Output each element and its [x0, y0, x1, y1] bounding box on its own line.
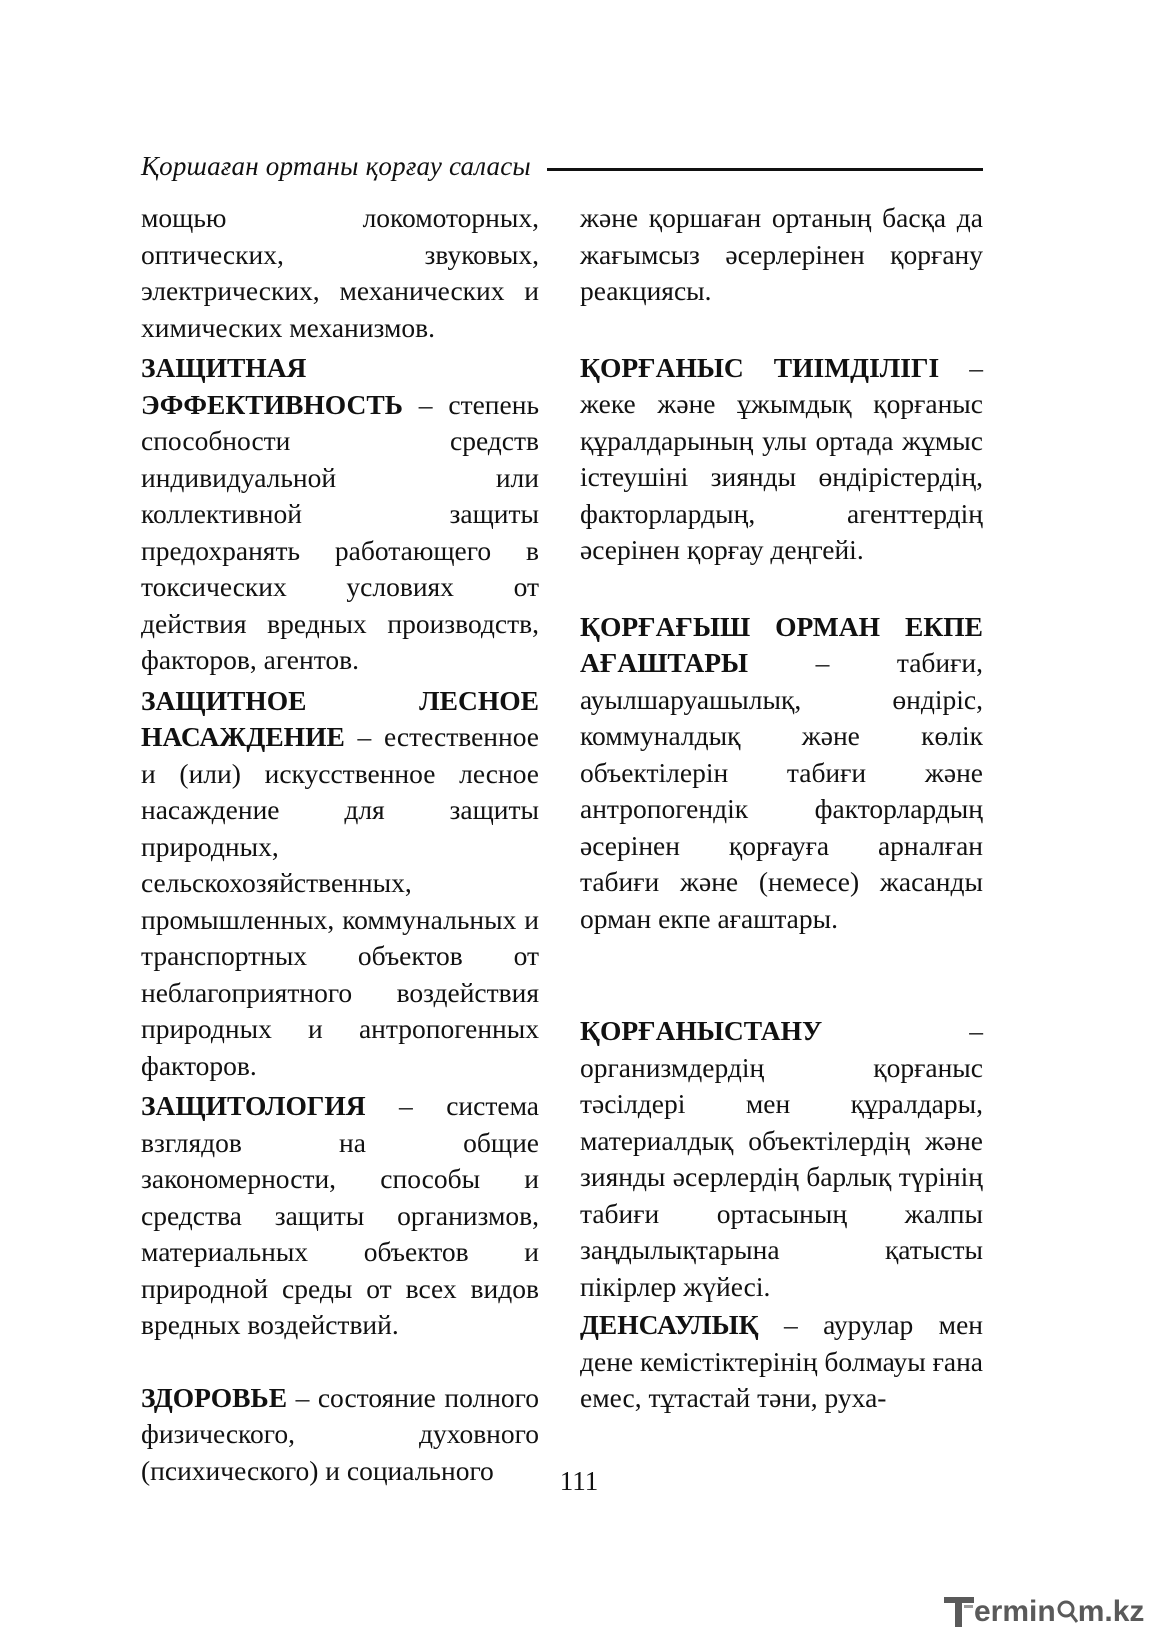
entry-definition: – естественное и (или) искусственное лесное насаждение для защиты природных, сельскохозяйственных, промышленных, коммунальных и транспортных объектов от неблагоприятного воздействия природных и антропогенных факторов. [141, 721, 540, 1081]
entry-zashchitologiya [141, 1088, 539, 1344]
entry-term: ЗАЩИТНОЕ ЛЕСНОЕ НАСАЖДЕНИЕ [141, 684, 539, 752]
entry-term: ЗАЩИТНАЯ ЭФФЕКТИВНОСТЬ [141, 352, 403, 420]
left-column [141, 200, 539, 1489]
entry-zashchitnoe-lesnoe-nasazhdenie [141, 683, 539, 1085]
right-intro: және қоршаған ортаның басқа да жағымсыз әсерлерінен қорғану реакциясы. [580, 202, 983, 306]
entry-definition: – состояние полного физического, духовного (психического) и социального [141, 1381, 539, 1486]
page-number: 111 [559, 1466, 599, 1496]
entry-definition: – табиғи, ауылшаруашылық, өндіріс, коммуналдық және көлік объектілерін табиғи және антропогендік факторлардың әсерінен қорғауға арналған табиғи және (немесе) жасанды орман екпе ағаштары. [580, 647, 984, 934]
header-rule [547, 168, 983, 171]
right-column [580, 200, 983, 1417]
entry-term: ҚОРҒАНЫС ТИІМДІЛІГІ [580, 351, 940, 383]
entry-definition: – степень способности средств индивидуальной или коллективной защиты предохранять работающего в токсических условиях от действия вредных производств, факторов, агентов. [141, 388, 539, 675]
watermark-text-end: m.kz [1077, 1595, 1145, 1628]
entry-definition: – жеке және ұжымдық қорғаныс құралдарының улы ортада жұмыс істеушіні зиянды өндірістердің, факторлардың, агенттердің әсерінен қорғау деңгейі. [580, 351, 984, 565]
entry-densaulyk [580, 1307, 983, 1417]
entry-term: ДЕНСАУЛЫҚ [580, 1309, 759, 1340]
entry-term: ҚОРҒАҒЫШ ОРМАН ЕКПЕ АҒАШТАРЫ [580, 610, 983, 678]
running-header [141, 146, 983, 186]
entry-term: ЗАЩИТОЛОГИЯ [141, 1090, 366, 1121]
left-intro: мощью локомоторных, оптических, звуковых, электрических, механических и химических механизмов. [141, 202, 539, 343]
entry-zashchitnaya-effektivnost [141, 350, 539, 679]
entry-definition: – аурулар мен дене кемістіктерінің болмауы ғана емес, тұтастай тәни, руха- [580, 1309, 983, 1413]
entry-korganystanu [580, 1013, 983, 1305]
watermark-magnifier-icon [1056, 1599, 1078, 1625]
entry-term: ЗДОРОВЬЕ [141, 1381, 288, 1413]
header-title: Қоршаған ортаны қорғау саласы [141, 150, 531, 181]
entry-definition: – система взглядов на общие закономерности, способы и средства защиты организмов, материальных объектов и природной среды от всех видов вредных воздействий. [141, 1090, 539, 1340]
termincom-watermark [944, 1592, 1144, 1632]
entry-korgagysh-orman-ekpe-agashtary [580, 609, 983, 938]
watermark-t-logo-icon [944, 1595, 974, 1629]
watermark-text-start: ermin [974, 1595, 1056, 1628]
entry-korganys-tiimdiligi [580, 350, 983, 569]
entry-term: ҚОРҒАНЫСТАНУ [580, 1015, 823, 1046]
entry-definition: – организмдердің қорғаныс тәсілдері мен құралдары, материалдық объектілердің және зиянды әсерлердің барлық түрінің табиғи ортасының жалпы заңдылықтарына қатысты пікірлер жүйесі. [580, 1015, 983, 1302]
